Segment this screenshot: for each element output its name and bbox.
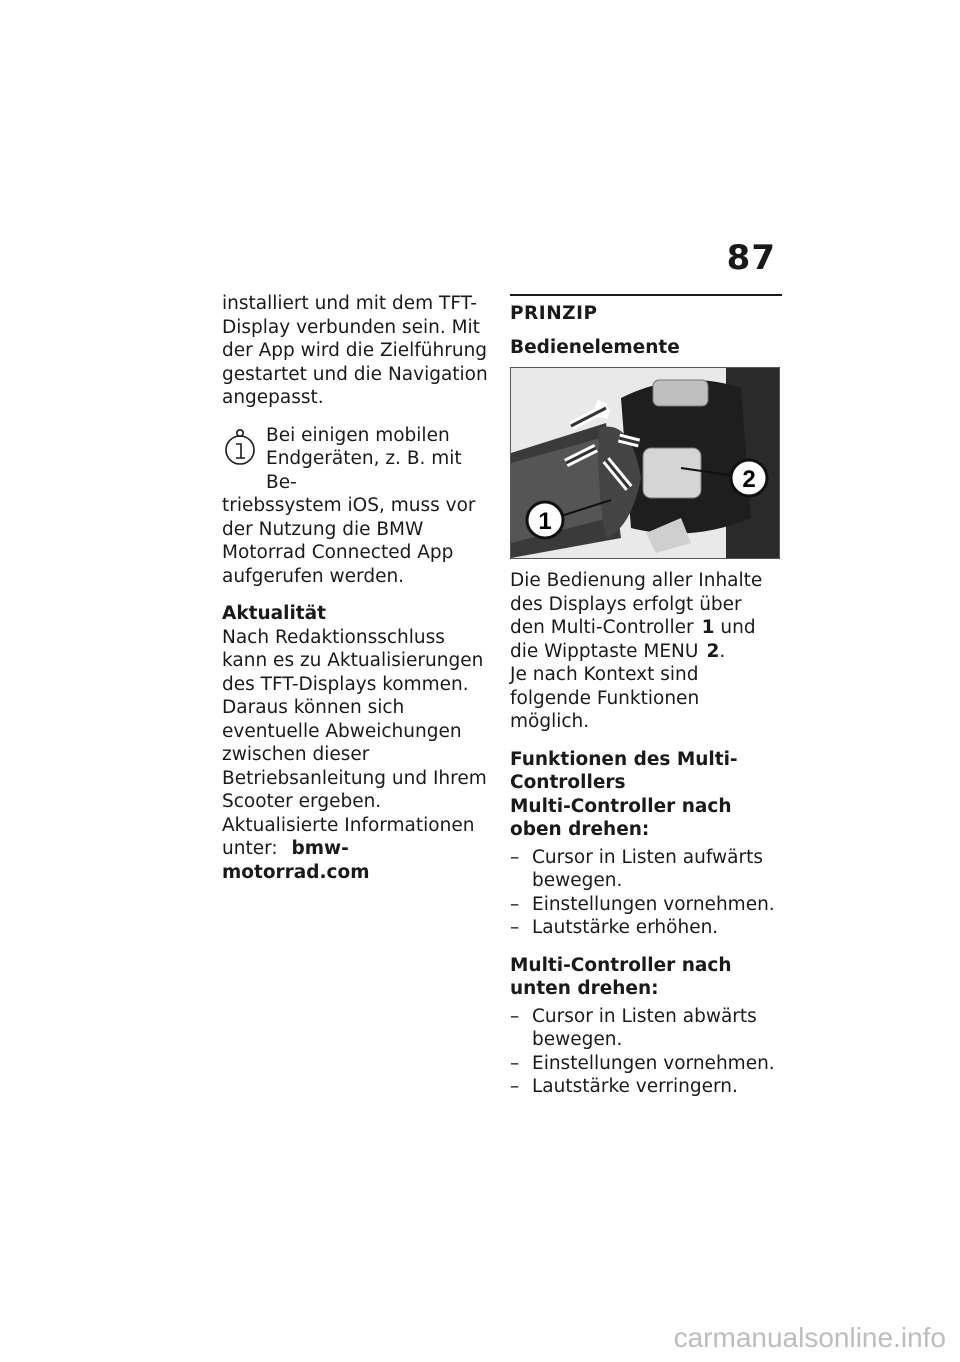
controls-figure <box>510 367 780 559</box>
list-item: – Cursor in Listen abwärts bewegen. <box>510 1005 782 1052</box>
operation-paragraph <box>510 569 782 734</box>
update-text: Nach Redaktionsschluss kann es zu Aktualisierungen des TFT-Displays kommen. Daraus können sich eventuelle Abweichungen zwischen dieser Betriebsanleitung und Ihrem Scooter ergeben. Aktualisierte Informationen unter: <box>222 626 487 859</box>
note-first-line: Bei einigen mobilen Endgeräten, z. B. mit Be- <box>266 424 462 493</box>
info-icon <box>224 428 256 468</box>
website-link[interactable]: bmw-motorrad.com <box>222 838 370 883</box>
note-continuation: triebssystem iOS, muss vor der Nutzung die BMW Motorrad Connected App aufgerufen werden. <box>222 495 476 587</box>
info-note <box>222 424 492 589</box>
operation-text-c: . <box>719 640 726 662</box>
handlebar-illustration <box>511 368 779 558</box>
operation-text-b: und die Wipptaste MENU <box>510 617 756 662</box>
heading-aktualitaet: Aktualität <box>222 603 326 624</box>
list-item: – Einstellungen vornehmen. <box>510 1052 782 1076</box>
list-item: – Cursor in Listen aufwärts bewegen. <box>510 846 782 893</box>
rotate-up-list <box>510 846 782 940</box>
subheading-bedienelemente: Bedienelemente <box>510 336 680 358</box>
intro-paragraph: installiert und mit dem TFT-Display verbunden sein. Mit der App wird die Zielführung gestartet und die Navigation angepasst. <box>222 293 488 408</box>
rotate-down-list <box>510 1005 782 1099</box>
heading-functions: Funktionen des Multi-Controllers <box>510 748 738 793</box>
operation-text-a: Die Bedienung aller Inhalte des Displays erfolgt über den Multi-Controller <box>510 570 763 638</box>
context-text: Je nach Kontext sind folgende Funktionen möglich. <box>510 664 700 732</box>
heading-rotate-up: Multi-Controller nach oben drehen: <box>510 795 732 840</box>
section-divider <box>510 294 782 296</box>
figure-label-2: 2 <box>742 466 756 493</box>
update-paragraph <box>222 626 492 885</box>
list-item: – Einstellungen vornehmen. <box>510 893 782 917</box>
heading-rotate-down: Multi-Controller nach unten drehen: <box>510 954 732 999</box>
page-number: 87 <box>726 238 776 278</box>
watermark: carmanualsonline.info <box>673 1322 946 1353</box>
list-item: – Lautstärke erhöhen. <box>510 916 782 940</box>
section-title: PRINZIP <box>510 303 598 324</box>
list-item: – Lautstärke verringern. <box>510 1075 782 1099</box>
left-column <box>222 292 492 884</box>
figure-label-1: 1 <box>538 508 552 535</box>
right-column <box>510 294 782 1113</box>
reference-2: 2 <box>706 640 720 662</box>
reference-1: 1 <box>701 617 715 638</box>
